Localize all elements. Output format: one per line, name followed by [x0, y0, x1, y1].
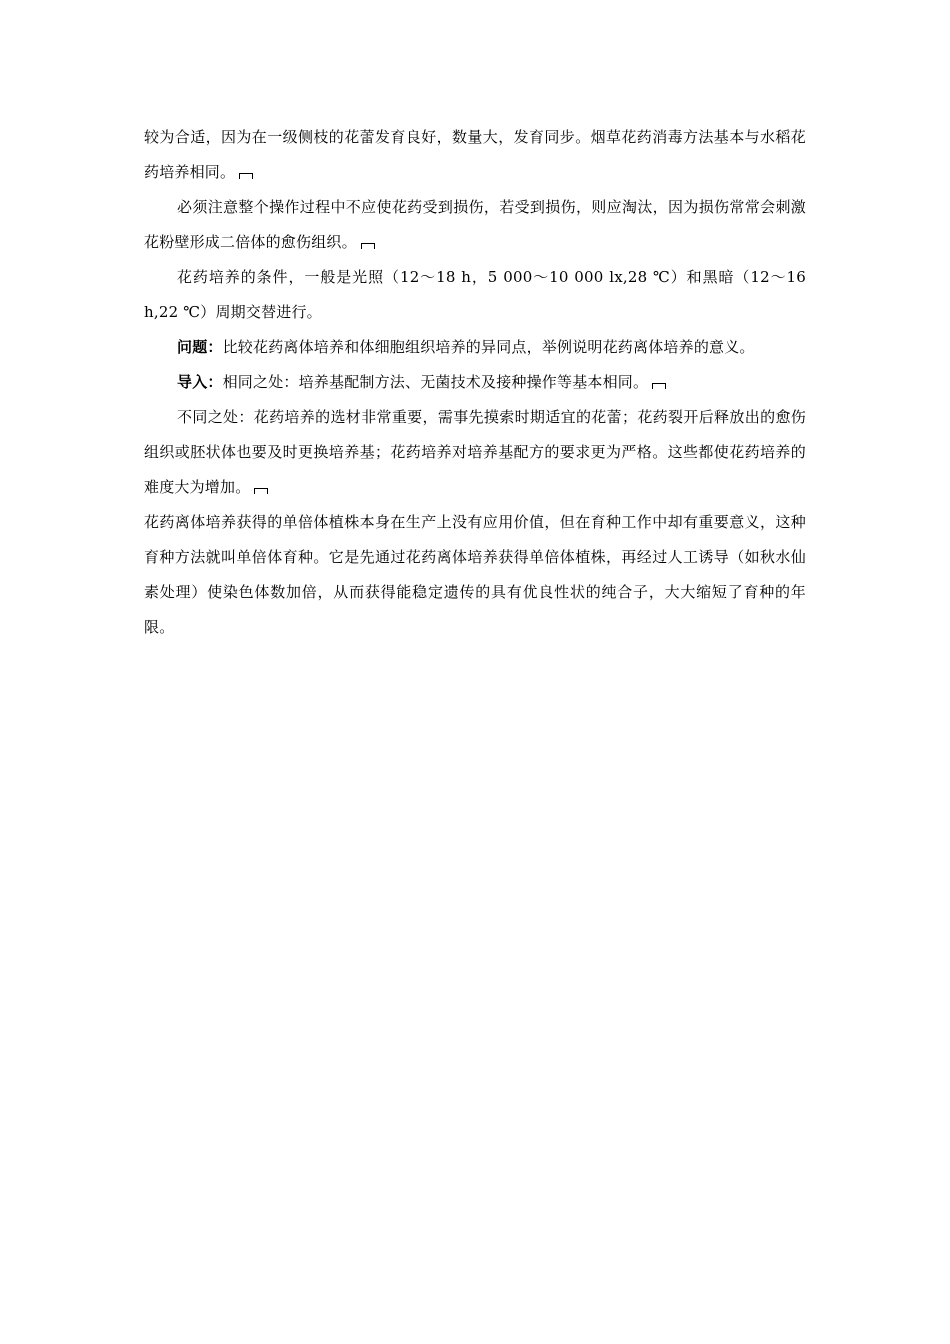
question-text: 比较花药离体培养和体细胞组织培养的异同点，举例说明花药离体培养的意义。: [222, 338, 755, 356]
paragraph-6: [144, 400, 806, 505]
paragraph-2: [144, 190, 806, 260]
paragraph-7: [144, 505, 806, 645]
document-body: [144, 120, 806, 645]
paragraph-intro: [144, 365, 806, 400]
paragraph-3: [144, 260, 806, 330]
paragraph-question: [144, 330, 806, 365]
paragraph-mark-icon: [239, 171, 253, 179]
paragraph-mark-icon: [361, 241, 375, 249]
intro-label: 导入：: [177, 373, 223, 391]
paragraph-7-text: 花药离体培养获得的单倍体植株本身在生产上没有应用价值，但在育种工作中却有重要意义，这种育种方法就叫单倍体育种。它是先通过花药离体培养获得单倍体植株，再经过人工诱导（如秋水仙素处理）使染色体数加倍，从而获得能稳定遗传的具有优良性状的纯合子，大大缩短了育种的年限。: [144, 513, 806, 636]
paragraph-3-text: 花药培养的条件，一般是光照（12～18 h，5 000～10 000 lx,28 ℃）和黑暗（12～16 h,22 ℃）周期交替进行。: [144, 268, 806, 321]
question-label: 问题：: [177, 338, 223, 356]
paragraph-1-text: 较为合适，因为在一级侧枝的花蕾发育良好，数量大，发育同步。烟草花药消毒方法基本与水稻花药培养相同。: [144, 128, 806, 181]
paragraph-1: [144, 120, 806, 190]
paragraph-mark-icon: [254, 486, 268, 494]
intro-text: 相同之处：培养基配制方法、无菌技术及接种操作等基本相同。: [222, 373, 649, 391]
paragraph-6-text: 不同之处：花药培养的选材非常重要，需事先摸索时期适宜的花蕾；花药裂开后释放出的愈伤组织或胚状体也要及时更换培养基；花药培养对培养基配方的要求更为严格。这些都使花药培养的难度大为增加。: [144, 408, 806, 496]
paragraph-2-text: 必须注意整个操作过程中不应使花药受到损伤，若受到损伤，则应淘汰，因为损伤常常会刺激花粉壁形成二倍体的愈伤组织。: [144, 198, 806, 251]
paragraph-mark-icon: [652, 381, 666, 389]
